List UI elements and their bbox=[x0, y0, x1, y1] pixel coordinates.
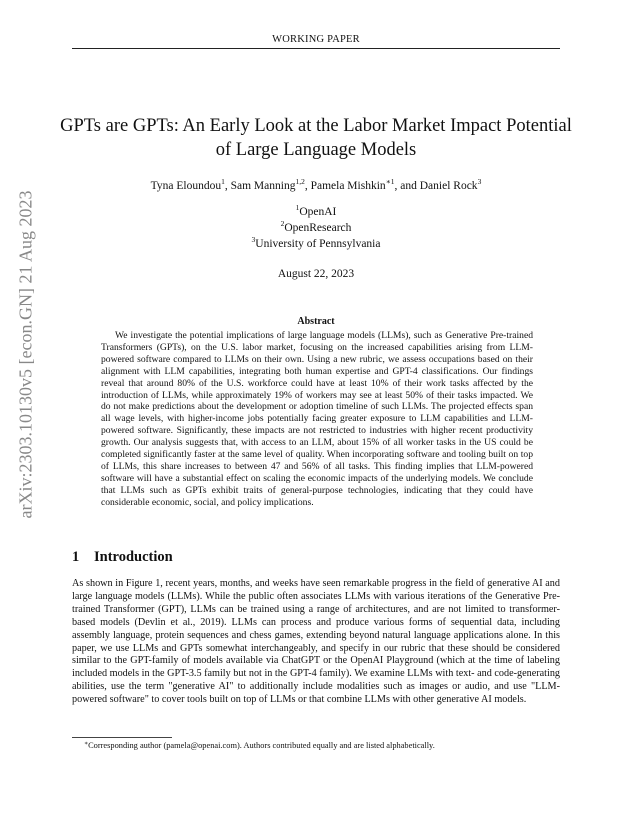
author: Sam Manning$^{1,2}$, bbox=[230, 177, 311, 192]
section-title: Introduction bbox=[94, 549, 173, 565]
footnote-text: Corresponding author (pamela@openai.com). Authors contributed equally and are listed alphabetically. bbox=[88, 741, 435, 750]
paper-title: GPTs are GPTs: An Early Look at the Labor Market Impact Potential of Large Language Models bbox=[60, 116, 572, 160]
affiliation: $^3$University of Pennsylvania bbox=[251, 235, 381, 250]
author: Tyna Eloundou$^1$, bbox=[150, 177, 231, 192]
affiliation-list bbox=[72, 204, 560, 252]
abstract-text: We investigate the potential implications of large language models (LLMs), such as Generative Pre-trained Transformers (GPTs), on the U.S. labor market, focusing on the increased capabilities arising from LLM-powered software compared to LLMs on their own. Using a new rubric, we assess occupations based on their alignment with LLM capabilities, integrating both human expertise and GPT-4 classifications. Our findings reveal that around 80% of the U.S. workforce could have at least 10% of their work tasks affected by the introduction of LLMs, while approximately 19% of workers may see at least 50% of their tasks impacted. We do not make predictions about the development or adoption timeline of such LLMs. The projected effects span all wage levels, with higher-income jobs potentially facing greater exposure to LLM capabilities and LLM-powered software. Significantly, these impacts are not restricted to industries with higher recent productivity growth. Our analysis suggests that, with access to an LLM, about 15% of all worker tasks in the US could be completed significantly faster at the same level of quality. When incorporating software and tooling built on top of LLMs, this share increases to between 47 and 56% of all tasks. This finding implies that LLM-powered software will have a substantial effect on scaling the economic impacts of the underlying models. We conclude that LLMs such as GPTs exhibit traits of general-purpose technologies, indicating that they could have considerable economic, social, and policy implications. bbox=[101, 330, 533, 508]
arxiv-side-stamp[interactable]: arXiv:2303.10130v5 [econ.GN] 21 Aug 2023 bbox=[15, 190, 36, 519]
author-list bbox=[72, 177, 560, 192]
introduction-text: As shown in Figure 1, recent years, months, and weeks have seen remarkable progress in the field of generative AI and large language models (LLMs). While the public often associates LLMs with various iterations of the Generative Pre-trained Transformer (GPT), LLMs can be trained using a range of architectures, and are not limited to transformer-based models (Devlin et al., 2019). LLMs can process and produce various forms of sequential data, including assembly language, protein sequences and chess games, extending beyond natural language applications alone. In this paper, we use LLMs and GPTs somewhat interchangeably, and specify in our rubric that these should be considered similar to the GPT-family of models available via ChatGPT or the OpenAI Playground (which at the time of labeling included models in the GPT-3.5 family but not in the GPT-4 family). We examine LLMs with text- and code-generating abilities, use the term "generative AI" to additionally include modalities such as images or audio, and use "LLM-powered software" to cover tools built on top of LLMs or that combine LLMs with other generative AI models. bbox=[72, 578, 560, 706]
footnote bbox=[84, 741, 560, 750]
paper-date: August 22, 2023 bbox=[277, 268, 355, 280]
abstract-heading: Abstract bbox=[297, 316, 335, 327]
footnote-marker: ∗ bbox=[84, 741, 89, 747]
footnote-rule bbox=[72, 737, 172, 738]
section-heading bbox=[72, 549, 372, 566]
section-number: 1 bbox=[72, 549, 80, 565]
author: Pamela Mishkin$^{∗1}$, and bbox=[310, 177, 420, 192]
header-rule bbox=[72, 48, 560, 49]
author: Daniel Rock$^3$ bbox=[419, 177, 482, 192]
affiliation: $^2$OpenResearch bbox=[280, 219, 352, 234]
affiliation: $^1$OpenAI bbox=[295, 203, 337, 218]
running-header: WORKING PAPER bbox=[272, 34, 360, 45]
